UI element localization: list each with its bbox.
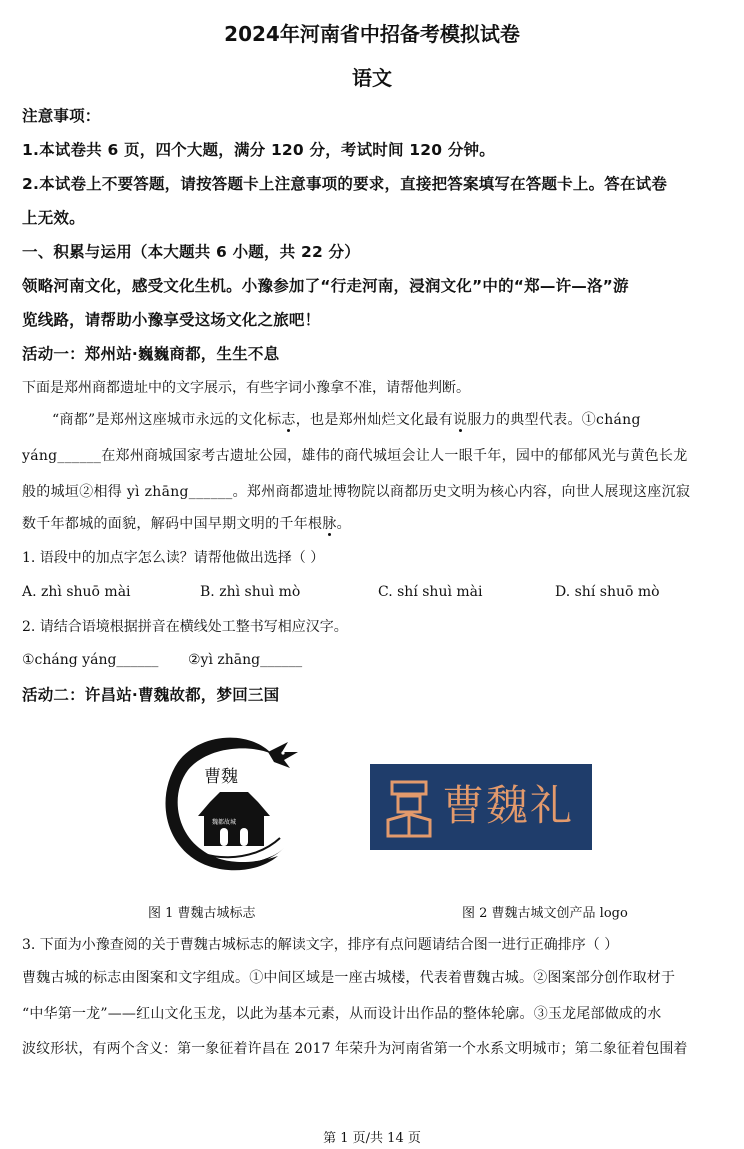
passage-line-1-a: “商都”是郑州这座城市永远的文化标 [52,412,282,428]
dotted-char-zhi: 志 [281,412,296,428]
activity-1-heading: 活动一：郑州站·巍巍商都，生生不息 [22,345,280,363]
q3-text-line-2: “中华第一龙”——红山文化玉龙，以此为基本元素，从而设计出作品的整体轮廓。③玉龙尾部做成的水 [22,1006,662,1022]
question-2: 2. 请结合语境根据拼音在横线处工整书写相应汉字。 [22,619,348,635]
caowei-product-logo [370,764,592,850]
exam-title: 2024年河南省中招备考模拟试卷 [224,22,520,46]
q2-blank-1[interactable]: ①cháng yáng______ [22,652,159,668]
dotted-char-mai: 脉 [322,516,337,532]
q1-option-d[interactable]: D. shí shuō mò [555,584,660,600]
section-1-heading: 一、积累与运用（本大题共 6 小题，共 22 分） [22,243,360,261]
q1-option-a[interactable]: A. zhì shuō mài [22,584,131,600]
question-3: 3. 下面为小豫查阅的关于曹魏古城标志的解读文字，排序有点问题请结合图一进行正确排序（ ） [22,937,619,953]
notes-item-2-line-2: 上无效。 [22,209,85,227]
q1-option-c[interactable]: C. shí shuì mài [378,584,483,600]
q1-option-b[interactable]: B. zhì shuì mò [200,584,301,600]
passage-line-2: yáng______在郑州商城国家考古遗址公园，雄伟的商代城垣会让人一眼千年，园中的郁郁风光与黄色长龙 [22,448,688,464]
subject-title: 语文 [352,66,392,90]
q2-blank-2[interactable]: ②yì zhāng______ [188,652,303,668]
passage-line-4-b: 。 [336,516,351,532]
notes-heading: 注意事项： [22,107,101,125]
q3-text-line-3: 波纹形状，有两个含义：第一象征着许昌在 2017 年荣升为河南省第一个水系文明城市；第二象征着包围着 [22,1041,688,1057]
passage-line-4-a: 数千年都城的面貌，解码中国早期文明的千年根 [22,516,323,532]
product-logo-text: 曹魏礼 [442,781,575,830]
passage-line-1 [52,410,732,430]
figure-1-caption: 图 1 曹魏古城标志 [148,906,256,921]
section-1-intro-line-2: 览线路，请帮助小豫享受这场文化之旅吧！ [22,311,321,329]
page-number: 第 1 页/共 14 页 [323,1131,421,1146]
caowei-city-emblem [150,722,310,882]
official-figure-icon [384,778,434,838]
passage-line-1-b: ，也是郑州灿烂文化最有 [295,412,454,428]
q3-text-line-1: 曹魏古城的标志由图案和文字组成。①中间区域是一座古城楼，代表着曹魏古城。②图案部分创作取材于 [22,970,676,986]
emblem-top-text: 曹魏 [204,767,238,787]
passage-line-1-c: 服力的典型代表。①cháng [467,412,641,428]
question-1: 1. 语段中的加点字怎么读？请帮他做出选择（ ） [22,550,325,566]
notes-item-2-line-1: 2.本试卷上不要答题，请按答题卡上注意事项的要求，直接把答案填写在答题卡上。答在试卷 [22,175,668,193]
section-1-intro-line-1: 领略河南文化，感受文化生机。小豫参加了“行走河南，浸润文化”中的“郑—许—洛”游 [22,277,629,295]
activity-1-lead: 下面是郑州商都遗址中的文字展示，有些字词小豫拿不准，请帮他判断。 [22,380,470,396]
figure-2-caption: 图 2 曹魏古城文创产品 logo [462,906,628,921]
emblem-gate-text: 魏都故城 [212,819,237,826]
passage-line-3: 般的城垣②相得 yì zhāng______。郑州商都遗址博物院以商都历史文明为核心内容，向世人展现这座沉寂 [22,484,691,500]
notes-item-1: 1.本试卷共 6 页，四个大题，满分 120 分，考试时间 120 分钟。 [22,141,495,159]
activity-2-heading: 活动二：许昌站·曹魏故都，梦回三国 [22,686,280,704]
passage-line-4 [22,514,732,534]
dotted-char-shuo: 说 [453,412,468,428]
